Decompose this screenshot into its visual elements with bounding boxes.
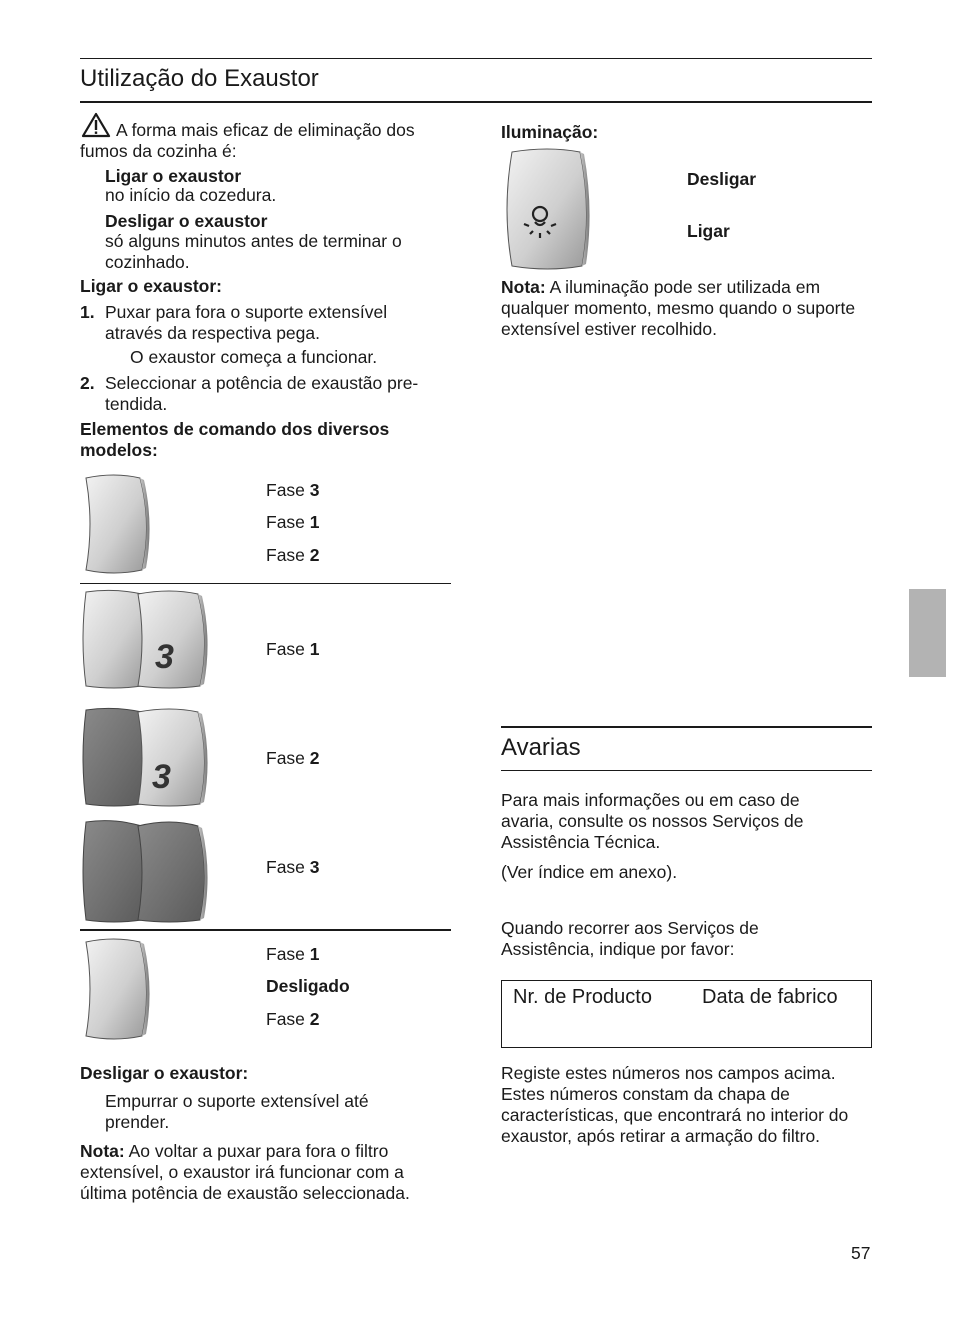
- model1-label-fase-3: [266, 480, 320, 501]
- rocker-button-model1[interactable]: [80, 472, 150, 576]
- fase-number: 3: [309, 857, 320, 877]
- model-divider: [80, 929, 451, 931]
- left-note: [80, 1141, 452, 1204]
- faults-paragraph-4: Registe estes números nos campos acima. Estes números constam da chapa de características, que encontrará no interior do exaustor, após retirar a armação do filtro.: [501, 1063, 849, 1146]
- light-button[interactable]: [500, 148, 592, 272]
- manufacture-date-label: Data de fabrico: [702, 986, 838, 1008]
- tip1-title: Ligar o exaustor: [105, 166, 242, 186]
- switch-off-text: Empurrar o suporte extensível até prender.: [105, 1091, 369, 1132]
- model3-label-fase-2: [266, 1009, 320, 1030]
- page-number: 57: [851, 1243, 871, 1263]
- controls-heading: Elementos de comando dos diversos modelos:: [80, 419, 390, 460]
- note-text: Ao voltar a puxar para fora o filtro extensível, o exaustor irá funcionar com a última potência de exaustão seleccionada.: [80, 1141, 410, 1203]
- model1-label-fase-1: [266, 512, 320, 533]
- model2-row1-label: [266, 639, 320, 660]
- fase-number: 3: [309, 480, 320, 500]
- model1-label-fase-2: [266, 545, 320, 566]
- light-on-label: Ligar: [687, 221, 730, 241]
- fase-word: Fase: [266, 639, 305, 659]
- tip1-text: no início da cozedura.: [105, 185, 277, 205]
- button-glyph: 3: [155, 638, 174, 676]
- product-number-label: Nr. de Producto: [513, 986, 652, 1008]
- faults-top-rule: [501, 726, 872, 728]
- model2-row2-label: [266, 748, 320, 769]
- lighting-heading: Iluminação:: [501, 122, 599, 142]
- tip2-text: só alguns minutos antes de terminar o cozinhado.: [105, 231, 402, 272]
- switch-on-heading: Ligar o exaustor:: [80, 276, 222, 296]
- faults-paragraph-2: (Ver índice em anexo).: [501, 862, 678, 882]
- model3-label-fase-1: [266, 944, 320, 965]
- fase-word: Fase: [266, 748, 305, 768]
- fase-word: Fase: [266, 944, 305, 964]
- model2-row3-label: [266, 857, 320, 878]
- header-top-rule: [80, 58, 872, 59]
- model3-label-off: Desligado: [266, 976, 350, 996]
- step1-text: Puxar para fora o suporte extensível através da respectiva pega.: [105, 302, 388, 343]
- fase-word: Fase: [266, 480, 305, 500]
- step1-result: O exaustor começa a funcionar.: [130, 347, 378, 367]
- step2-number: 2.: [80, 373, 95, 393]
- fase-number: 2: [309, 545, 320, 565]
- tip2-title: Desligar o exaustor: [105, 211, 268, 231]
- button-pair-state-3[interactable]: [80, 818, 210, 926]
- fase-number: 2: [309, 748, 320, 768]
- note-label: Nota:: [80, 1141, 125, 1161]
- product-info-box[interactable]: [501, 980, 872, 1048]
- model-divider: [80, 583, 451, 584]
- button-pair-state-2[interactable]: [80, 706, 210, 810]
- fase-number: 2: [309, 1009, 320, 1029]
- button-glyph: 3: [152, 758, 171, 796]
- fase-word: Fase: [266, 857, 305, 877]
- fase-number: 1: [309, 639, 320, 659]
- note-text: A iluminação pode ser utilizada em qualquer momento, mesmo quando o suporte extensível estiver recolhido.: [501, 277, 856, 339]
- button-pair-state-1[interactable]: [80, 588, 210, 692]
- header-bottom-rule: [80, 101, 872, 103]
- faults-paragraph-1: Para mais informações ou em caso de avaria, consulte os nossos Serviços de Assistência Técnica.: [501, 790, 804, 852]
- light-off-label: Desligar: [687, 169, 757, 189]
- right-note: [501, 277, 861, 340]
- warning-text: A forma mais eficaz de eliminação dos fumos da cozinha é:: [80, 120, 415, 161]
- faults-title: Avarias: [501, 734, 581, 761]
- fase-word: Fase: [266, 1009, 305, 1029]
- note-label: Nota:: [501, 277, 546, 297]
- step1-number: 1.: [80, 302, 95, 322]
- faults-paragraph-3: Quando recorrer aos Serviços de Assistência, indique por favor:: [501, 918, 759, 959]
- switch-off-heading: Desligar o exaustor:: [80, 1063, 249, 1083]
- fase-word: Fase: [266, 512, 305, 532]
- chapter-tab-marker: [909, 589, 946, 677]
- fase-number: 1: [309, 512, 320, 532]
- fase-number: 1: [309, 944, 320, 964]
- page-title: Utilização do Exaustor: [80, 65, 319, 92]
- rocker-button-model3[interactable]: [80, 936, 152, 1042]
- fase-word: Fase: [266, 545, 305, 565]
- faults-bottom-rule: [501, 770, 872, 771]
- step2-text: Seleccionar a potência de exaustão pre-tendida.: [105, 373, 419, 414]
